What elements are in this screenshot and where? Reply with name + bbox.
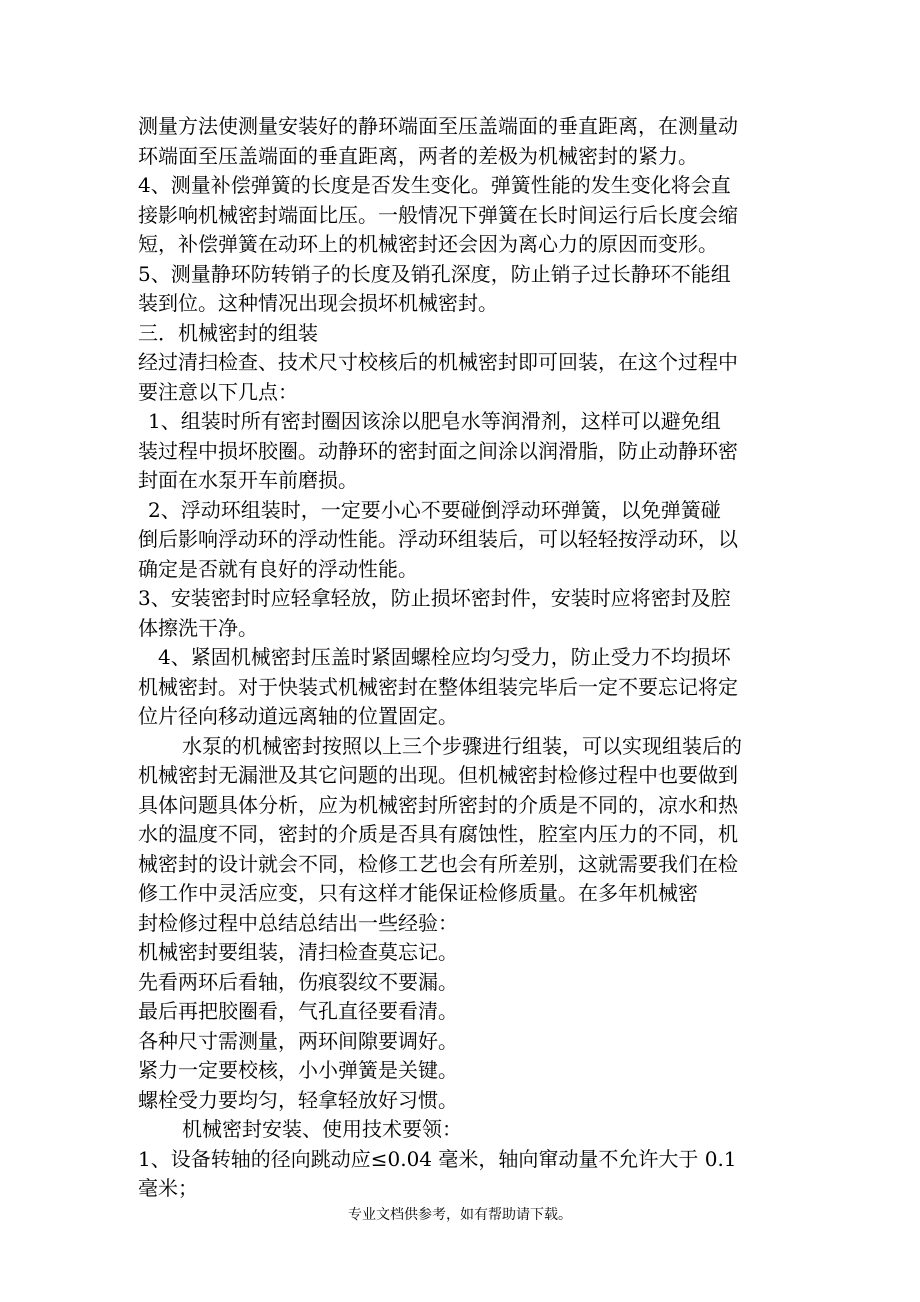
- document-body: [138, 112, 788, 1204]
- text-line: 环端面至压盖端面的垂直距离，两者的差极为机械密封的紧力。: [138, 143, 698, 168]
- text-line: 测量方法使测量安装好的静环端面至压盖端面的垂直距离，在测量动: [138, 114, 738, 138]
- text-line: 机械密封。对于快装式机械密封在整体组装完毕后一定不要忘记将定: [138, 674, 738, 699]
- text-line: 3、安装密封时应轻拿轻放，防止损坏密封件，安装时应将密封及腔: [138, 586, 731, 610]
- text-line: 4、紧固机械密封压盖时紧固螺栓应均匀受力，防止受力不均损坏: [158, 645, 731, 669]
- text-line: 接影响机械密封端面比压。一般情况下弹簧在长时间运行后长度会缩: [138, 202, 738, 227]
- text-line: 螺栓受力要均匀，轻拿轻放好习惯。: [138, 1087, 458, 1112]
- text-line: 最后再把胶圈看，气孔直径要看清。: [138, 999, 458, 1023]
- text-line: 倒后影响浮动环的浮动性能。浮动环组装后，可以轻轻按浮动环，以: [138, 527, 738, 551]
- text-line: 机械密封要组装，清扫检查莫忘记。: [138, 940, 458, 964]
- text-line: 要注意以下几点：: [138, 379, 298, 404]
- text-line: 装到位。这种情况出现会损坏机械密封。: [138, 291, 498, 315]
- text-line: 各种尺寸需测量，两环间隙要调好。: [138, 1028, 458, 1053]
- text-line: 毫米；: [138, 1176, 198, 1200]
- text-line: 紧力一定要校核，小小弹簧是关键。: [138, 1058, 458, 1082]
- text-line: 装过程中损坏胶圈。动静环的密封面之间涂以润滑脂，防止动静环密: [138, 438, 738, 463]
- text-line: 1、组装时所有密封圈因该涂以肥皂水等润滑剂，这样可以避免组: [148, 409, 721, 433]
- page-footer: 专业文档供参考，如有帮助请下载。: [348, 1207, 572, 1223]
- text-line: 修工作中灵活应变，只有这样才能保证检修质量。在多年机械密: [138, 881, 698, 905]
- text-line: 机械密封安装、使用技术要领：: [182, 1117, 462, 1141]
- text-line: 体擦洗干净。: [138, 615, 258, 640]
- text-line: 1、设备转轴的径向跳动应≤0.04 毫米，轴向窜动量不允许大于 0.1: [138, 1146, 737, 1171]
- text-line: 2、浮动环组装时，一定要小心不要碰倒浮动环弹簧，以免弹簧碰: [148, 497, 721, 522]
- text-line: 先看两环后看轴，伤痕裂纹不要漏。: [138, 969, 458, 994]
- text-line: 经过清扫检查、技术尺寸校核后的机械密封即可回装，在这个过程中: [138, 350, 738, 374]
- text-line: 具体问题具体分析，应为机械密封所密封的介质是不同的，凉水和热: [138, 792, 738, 817]
- text-line: 4、测量补偿弹簧的长度是否发生变化。弹簧性能的发生变化将会直: [138, 173, 731, 197]
- text-line: 位片径向移动道远离轴的位置固定。: [138, 704, 458, 728]
- text-line: 水的温度不同，密封的介质是否具有腐蚀性，腔室内压力的不同，机: [138, 822, 738, 846]
- text-line: 确定是否就有良好的浮动性能。: [138, 556, 418, 581]
- text-line: 短，补偿弹簧在动环上的机械密封还会因为离心力的原因而变形。: [138, 232, 718, 256]
- text-line: 5、测量静环防转销子的长度及销孔深度，防止销子过长静环不能组: [138, 261, 731, 286]
- text-line: 封面在水泵开车前磨损。: [138, 468, 358, 492]
- text-line: 水泵的机械密封按照以上三个步骤进行组装，可以实现组装后的: [182, 733, 742, 758]
- text-line: 机械密封无漏泄及其它问题的出现。但机械密封检修过程中也要做到: [138, 763, 738, 787]
- text-line: 械密封的设计就会不同，检修工艺也会有所差别，这就需要我们在检: [138, 851, 738, 876]
- text-line: 三．机械密封的组装: [138, 320, 318, 345]
- text-line: 封检修过程中总结总结出一些经验：: [138, 910, 458, 935]
